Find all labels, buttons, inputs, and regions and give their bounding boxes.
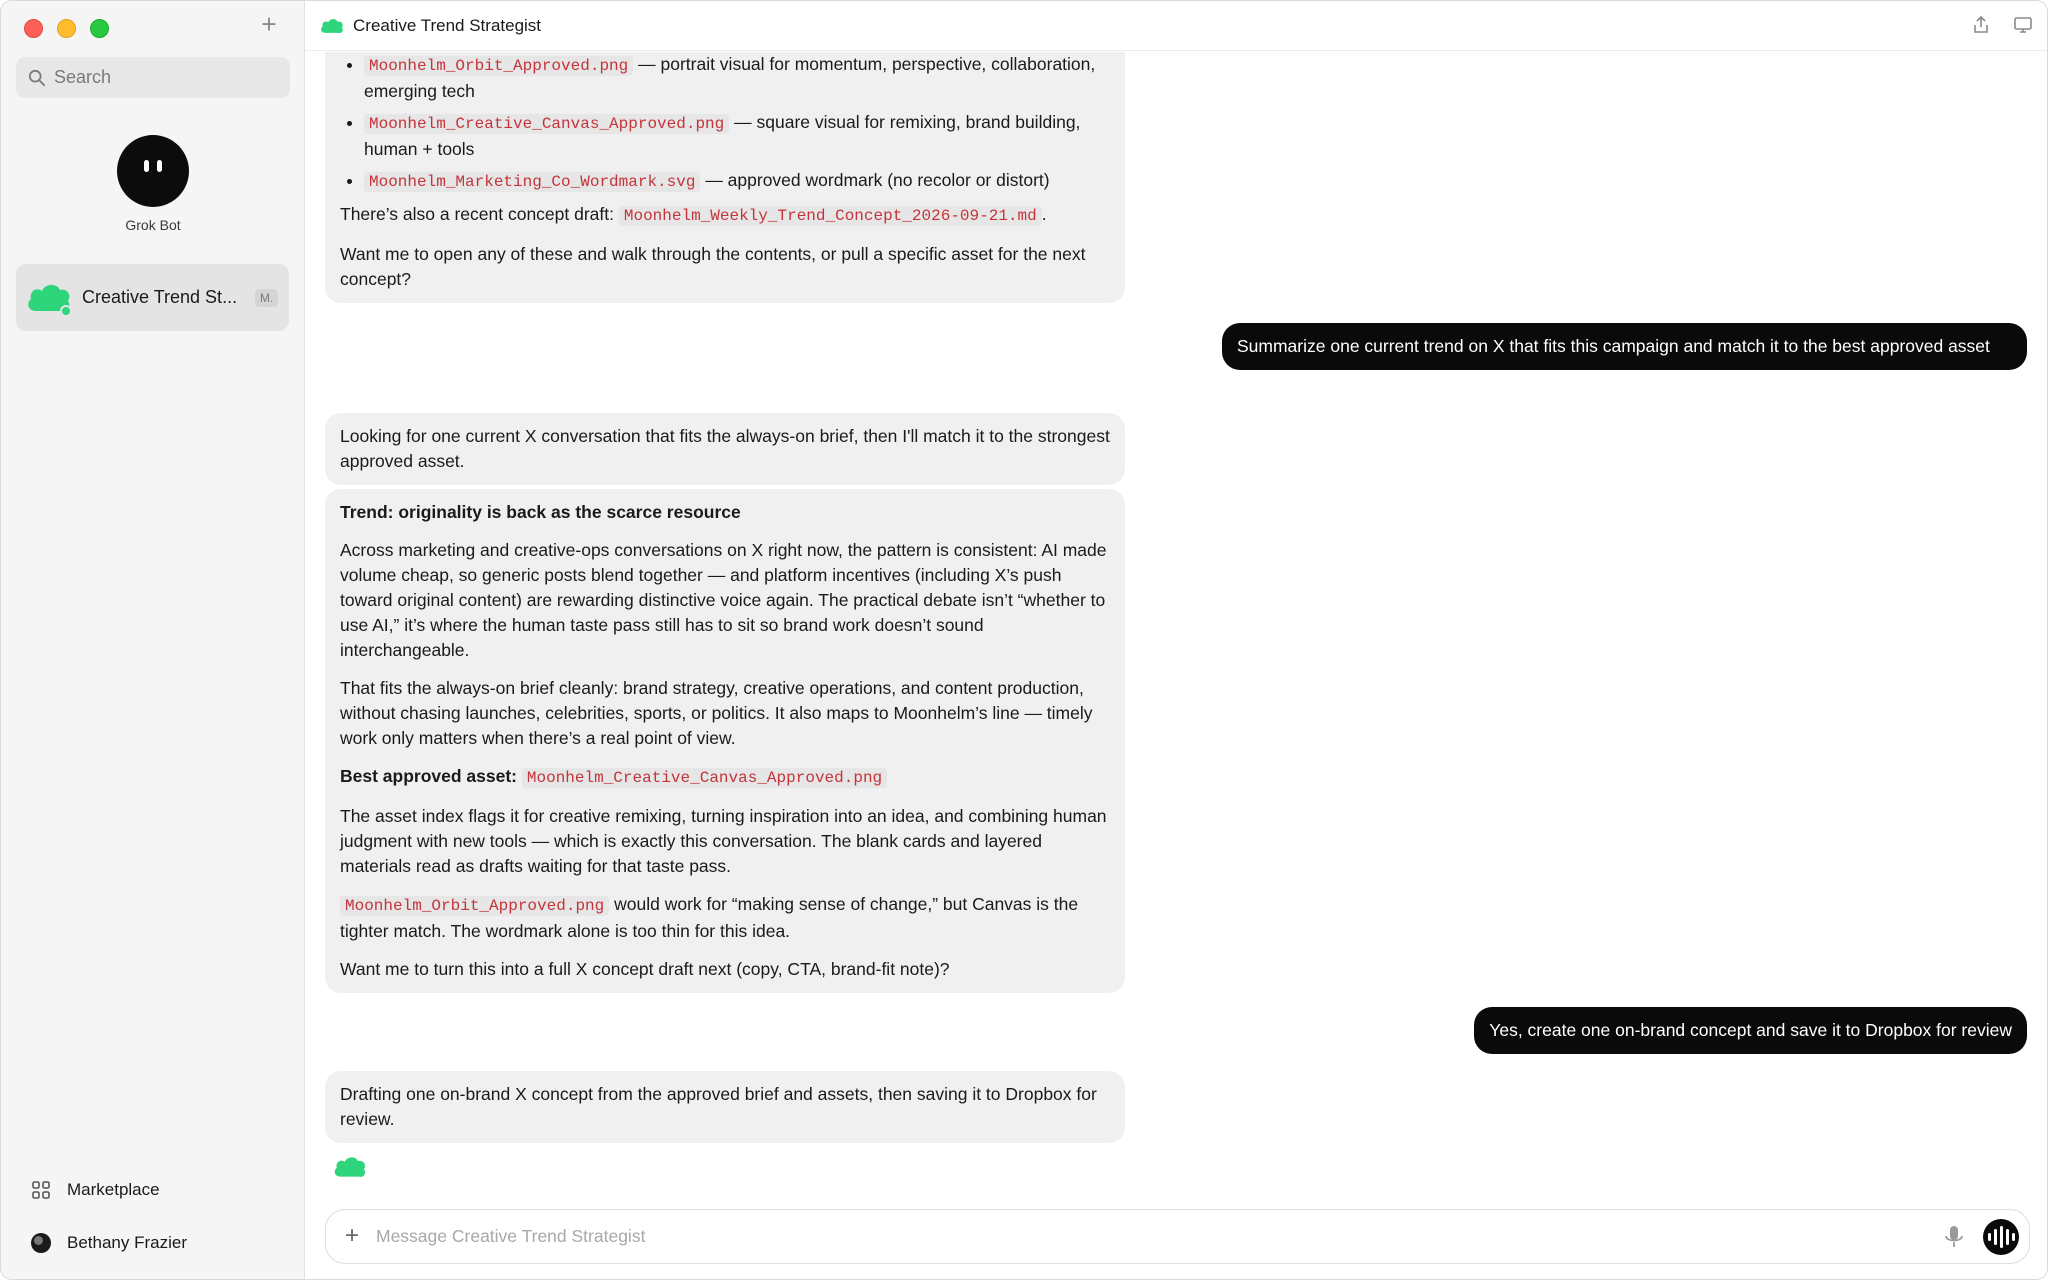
message-paragraph: The asset index flags it for creative remixing, turning inspiration into an idea, and combining human judgment with new tools — which is exactly this conversation. The blank cards and layered materials read as drafts waiting for that taste pass. bbox=[340, 806, 1107, 876]
list-item bbox=[364, 168, 1110, 195]
paragraph-text: There’s also a recent concept draft: bbox=[340, 204, 619, 224]
marketplace-label: Marketplace bbox=[67, 1180, 160, 1199]
maximize-window-button[interactable] bbox=[90, 19, 109, 38]
monitor-icon[interactable] bbox=[2013, 15, 2033, 35]
voice-mode-icon[interactable] bbox=[1983, 1219, 2019, 1255]
close-window-button[interactable] bbox=[24, 19, 43, 38]
chat-main bbox=[305, 1, 2047, 1279]
green-cloud-icon bbox=[26, 279, 72, 317]
bot-message-assets bbox=[325, 52, 1125, 303]
list-item-text: — portrait visual for momentum, perspective, collaboration, emerging tech bbox=[364, 54, 1096, 101]
list-item-text: — approved wordmark (no recolor or distort) bbox=[700, 170, 1050, 190]
asset-filename[interactable]: Moonhelm_Marketing_Co_Wordmark.svg bbox=[364, 172, 700, 192]
asset-filename[interactable]: Moonhelm_Orbit_Approved.png bbox=[364, 56, 633, 76]
typing-indicator-cloud-icon bbox=[332, 1153, 368, 1186]
sidebar bbox=[1, 1, 305, 1279]
window-controls bbox=[24, 19, 109, 38]
user-avatar bbox=[31, 1233, 51, 1253]
marketplace-link[interactable] bbox=[31, 1180, 160, 1200]
message-paragraph bbox=[340, 892, 1110, 944]
best-asset-line bbox=[340, 764, 1110, 791]
mic-icon[interactable] bbox=[1943, 1224, 1965, 1250]
trend-heading-text: Trend: originality is back as the scarce resource bbox=[340, 502, 741, 522]
best-asset-label: Best approved asset: bbox=[340, 766, 518, 786]
search-placeholder: Search bbox=[54, 67, 112, 87]
message-paragraph: That fits the always-on brief cleanly: brand strategy, creative operations, and content production, without chasing launches, celebrities, sports, or politics. It also maps to Moonhelm’s line — timely work only matters when there’s a real point of view. bbox=[340, 678, 1093, 748]
user-name: Bethany Frazier bbox=[67, 1233, 187, 1252]
search-icon bbox=[28, 69, 46, 87]
concept-filename[interactable]: Moonhelm_Weekly_Trend_Concept_2026-09-21.md bbox=[619, 206, 1042, 226]
message-feed bbox=[305, 52, 2047, 1219]
minimize-window-button[interactable] bbox=[57, 19, 76, 38]
message-paragraph: Across marketing and creative-ops conversations on X right now, the pattern is consistent: AI made volume cheap, so generic posts blend together — and platform incentives (including X’s push toward original content) are rewarding distinctive voice again. The practical debate isn’t “whether to use AI,” it’s where the human taste pass still has to sit so brand work doesn’t sound interchangeable. bbox=[340, 540, 1107, 660]
list-item bbox=[364, 110, 1110, 162]
search-box[interactable] bbox=[16, 57, 290, 98]
asset-filename[interactable]: Moonhelm_Orbit_Approved.png bbox=[340, 896, 609, 916]
green-cloud-icon bbox=[319, 16, 345, 36]
asset-filename[interactable]: Moonhelm_Creative_Canvas_Approved.png bbox=[364, 114, 729, 134]
chat-item-badge: M. bbox=[255, 289, 278, 307]
list-item-text: — square visual for remixing, brand building, human + tools bbox=[364, 112, 1081, 159]
marketplace-icon bbox=[31, 1180, 51, 1200]
chat-header bbox=[305, 1, 2047, 51]
bot-name: Grok Bot bbox=[125, 217, 181, 233]
user-profile[interactable] bbox=[31, 1233, 187, 1253]
trend-heading bbox=[340, 500, 1110, 525]
sidebar-chat-item[interactable] bbox=[16, 264, 289, 331]
chat-title: Creative Trend Strategist bbox=[353, 15, 542, 35]
new-chat-plus-icon[interactable]: + bbox=[261, 9, 277, 39]
message-composer bbox=[325, 1209, 2030, 1264]
message-paragraph bbox=[340, 202, 1110, 229]
list-item bbox=[364, 52, 1110, 104]
asset-filename[interactable]: Moonhelm_Creative_Canvas_Approved.png bbox=[522, 768, 887, 788]
paragraph-text: . bbox=[1041, 204, 1047, 224]
share-icon[interactable] bbox=[1971, 15, 1991, 35]
message-input[interactable] bbox=[376, 1226, 1943, 1247]
chat-item-name: Creative Trend St... bbox=[82, 287, 238, 307]
message-paragraph: Want me to open any of these and walk through the contents, or pull a specific asset for the next concept? bbox=[340, 244, 1086, 289]
user-message: Summarize one current trend on X that fits this campaign and match it to the best approved asset bbox=[1222, 323, 2027, 370]
asset-list bbox=[340, 52, 1110, 195]
attach-plus-icon[interactable]: + bbox=[344, 1221, 359, 1249]
bot-message-trend bbox=[325, 489, 1125, 993]
message-paragraph: Want me to turn this into a full X concept draft next (copy, CTA, brand-fit note)? bbox=[340, 959, 950, 979]
bot-avatar[interactable] bbox=[117, 135, 189, 207]
user-message: Yes, create one on-brand concept and save it to Dropbox for review bbox=[1474, 1007, 2027, 1054]
bot-message-status: Looking for one current X conversation that fits the always-on brief, then I'll match it to the strongest approved asset. bbox=[325, 413, 1125, 485]
bot-message-drafting: Drafting one on-brand X concept from the approved brief and assets, then saving it to Dropbox for review. bbox=[325, 1071, 1125, 1143]
paragraph-text: would work for “making sense of change,” but Canvas is the tighter match. The wordmark alone is too thin for this idea. bbox=[340, 894, 1079, 941]
